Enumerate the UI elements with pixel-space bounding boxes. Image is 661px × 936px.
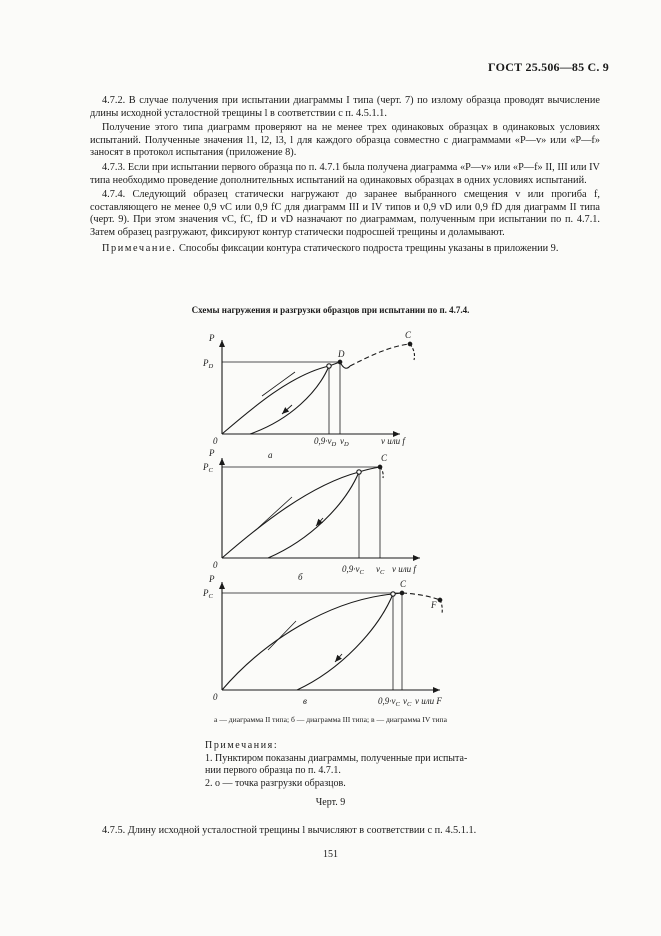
note-2: 2. о — точка разгрузки образцов. [205,777,346,789]
p3-unloading-curve [297,594,393,690]
note-1-continued: нии первого образца по п. 4.7.1. [205,765,341,777]
p3-panel-label: в [303,696,307,706]
p2-tick-09-label: $0,9\cdot v_C$ [342,564,364,576]
p3-peak-point [400,591,404,595]
p1-peak-label: D [338,349,345,359]
note-text: Способы фиксации контура статического подроста трещины указаны в приложении 9. [176,242,559,254]
p1-tick-v-label: $v_D$ [340,436,349,448]
p3-tick-09-label: $0,9\cdot v_C$ [378,696,400,708]
p1-origin-label: 0 [213,436,218,446]
p3-axis-p-label: P [209,574,215,584]
p1-loading-curve [222,362,340,434]
p1-peak-point [338,360,342,364]
p1-final-drop [410,344,415,360]
note-1: 1. Пунктиром показаны диаграммы, полученные при испыта- [205,752,468,764]
p3-loading-curve [222,593,402,690]
page-number: 151 [323,849,338,860]
p2-level-label: $P_C$ [203,462,213,474]
p3-end-label: F [431,600,437,610]
p2-tick-v-label: $v_C$ [376,564,385,576]
p3-unload-arrow [335,654,342,662]
p2-unloading-curve [268,472,359,558]
p1-tangent [262,372,295,396]
page-header: ГОСТ 25.506—85 С. 9 [488,60,609,74]
paragraph-verification: Получение этого типа диаграмм проверяют на не менее трех одинаковых образцах в одинаковых условиях испытаний. Полученные значения l1, l2, l3, l для каждого образца совместно с диаграммами «P—v» или «P—f» заносят в протокол испытания (приложение 8). [90,122,600,159]
p1-end-label: C [405,330,412,340]
p1-unload-point [327,364,331,368]
figure-notes [205,740,505,790]
figure-legend: а — диаграмма II типа; б — диаграмма III типа; в — диаграмма IV типа [214,715,447,724]
p3-tangent [268,621,296,650]
p2-origin-label: 0 [213,560,218,570]
figure-caption: Черт. 9 [315,797,346,808]
p2-unload-point [357,470,361,474]
note-label: Примечание. [102,242,177,254]
p3-origin-label: 0 [213,692,218,702]
p2-peak-point [378,465,382,469]
p1-axis-p-label: P [209,333,215,343]
p2-loading-curve [222,467,380,558]
paragraph-4-7-4: 4.7.4. Следующий образец статически нагружают до заранее выбранного смещения v или прогиба f, составляющего не менее 0,9 vC или 0,9 fC для диаграмм III и IV типов и 0,9 vD или 0,9 fD для диаграмм II типа (черт. 9). При этом значения vC, fC, fD и vD назначают по диаграммам, полученным при испытании по п. 4.7.1. Затем образец разгружают, фиксируют контур статически подросшей трещины и доламывают. [90,189,600,238]
p2-axis-p-label: P [209,448,215,458]
p2-axis-x-label: v или f [392,564,416,574]
p1-tick-09-label: $0,9\cdot v_D$ [314,436,337,448]
p2-panel-label: б [298,572,303,582]
p1-panel-label: а [268,450,273,460]
p1-dashed-curve [350,344,410,366]
p3-unload-point [391,592,395,596]
p3-end-point [438,598,442,602]
p3-dashed-curve [402,593,440,600]
p3-level-label: $P_C$ [203,588,213,600]
p3-tick-v-label: $v_C$ [403,696,412,708]
p3-peak-label: C [400,579,407,589]
p1-level-label: $P_D$ [203,358,214,370]
panel-a [222,340,415,434]
paragraph-4-7-5: 4.7.5. Длину исходной усталостной трещины l вычисляют в соответствии с п. 4.5.1.1. [102,825,477,836]
p2-peak-label: C [381,453,388,463]
paragraph-4-7-3: 4.7.3. Если при испытании первого образца по п. 4.7.1 была получена диаграмма «P—v» или «P—f» II, III или IV типа необходимо проведение дополнительных испытаний на одинаковых образцах в одних условиях испытаний. [90,161,600,186]
p1-end-point [408,342,412,346]
panel-c [222,582,442,690]
figure-title: Схемы нагружения и разгрузки образцов при испытании по п. 4.7.4. [191,305,470,315]
panel-b [222,458,420,558]
p3-axis-x-label: v или F [415,696,442,706]
notes-label: Примечания: [205,740,279,751]
p2-tangent [258,497,292,528]
p1-axis-x-label: v или f [381,436,405,446]
paragraph-4-7-2: 4.7.2. В случае получения при испытании диаграммы I типа (черт. 7) по излому образца проводят вычисление длины исходной усталостной трещины l в соответствии с п. 4.5.1.1. [90,95,600,119]
